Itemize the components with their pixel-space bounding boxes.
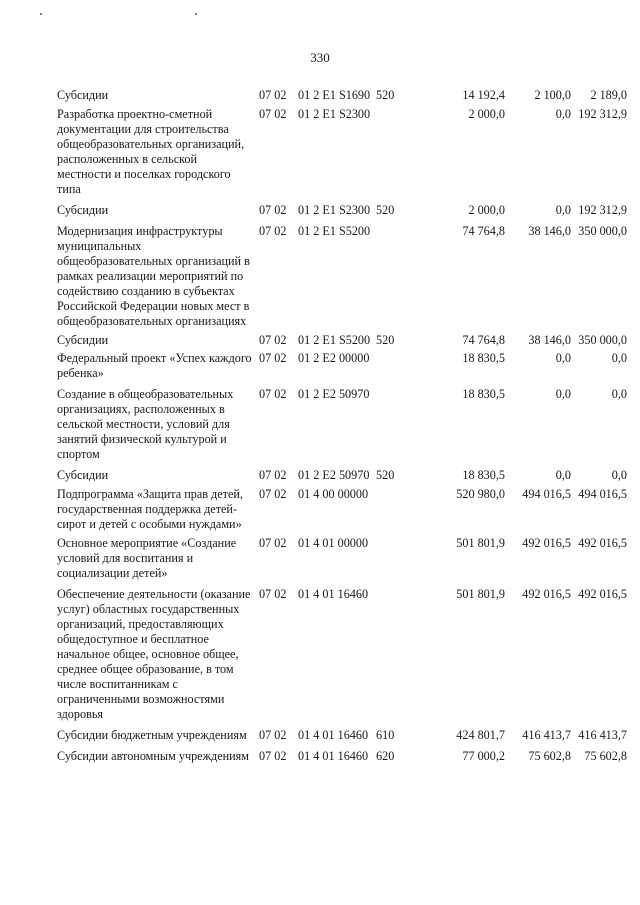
table-row: [57, 468, 627, 483]
target-item-code: 01 4 01 00000: [298, 536, 369, 550]
amount-year-3: 0,0: [611, 351, 627, 365]
section-code: 07 02: [259, 107, 287, 121]
amount-year-3: 416 413,7: [578, 728, 627, 742]
section-code: 07 02: [259, 536, 287, 550]
table-row: [57, 387, 627, 462]
amount-year-1: 501 801,9: [456, 587, 505, 601]
amount-year-2: 0,0: [555, 203, 571, 217]
table-row: [57, 107, 627, 197]
target-item-code: 01 2 Е2 50970: [298, 468, 370, 482]
table-row: [57, 88, 627, 103]
amount-year-1: 77 000,2: [462, 749, 505, 763]
target-item-code: 01 4 00 00000: [298, 487, 369, 501]
amount-year-2: 2 100,0: [534, 88, 571, 102]
row-name: Субсидии: [57, 88, 109, 102]
row-name: Обеспечение деятельности (оказание услуг) областных государственных организаций, предоставляющих общедоступное и бесплатное начальное общее, основное общее, среднее общее образование, в том числе воспитанникам с ограниченными возможностями здоровья: [57, 587, 251, 721]
amount-year-1: 14 192,4: [462, 88, 505, 102]
expense-type-code: 520: [376, 203, 395, 217]
target-item-code: 01 2 Е1 S5200: [298, 333, 371, 347]
table-row: [57, 749, 627, 764]
target-item-code: 01 2 Е1 S2300: [298, 203, 371, 217]
row-name: Модернизация инфраструктуры муниципальных общеобразовательных организаций в рамках реализации мероприятий по содействию созданию в субъектах Российской Федерации новых мест в общеобразовательных организациях: [57, 224, 250, 328]
table-row: [57, 487, 627, 532]
row-name: Субсидии: [57, 468, 109, 482]
target-item-code: 01 4 01 16460: [298, 728, 369, 742]
amount-year-3: 0,0: [611, 468, 627, 482]
table-row: [57, 203, 627, 218]
budget-table: [57, 88, 627, 764]
expense-type-code: 520: [376, 333, 395, 347]
target-item-code: 01 2 Е2 50970: [298, 387, 370, 401]
section-code: 07 02: [259, 203, 287, 217]
amount-year-1: 501 801,9: [456, 536, 505, 550]
expense-type-code: 610: [376, 728, 395, 742]
amount-year-3: 494 016,5: [578, 487, 627, 501]
table-row: [57, 536, 627, 581]
target-item-code: 01 2 Е1 S2300: [298, 107, 371, 121]
scan-speck: [40, 13, 42, 15]
amount-year-1: 74 764,8: [462, 224, 505, 238]
section-code: 07 02: [259, 749, 287, 763]
row-name: Создание в общеобразовательных организациях, расположенных в сельской местности, условий для занятий физической культурой и спортом: [57, 387, 234, 461]
row-name: Субсидии автономным учреждениям: [57, 749, 249, 763]
amount-year-3: 492 016,5: [578, 587, 627, 601]
section-code: 07 02: [259, 351, 287, 365]
section-code: 07 02: [259, 487, 287, 501]
target-item-code: 01 2 Е1 S5200: [298, 224, 371, 238]
amount-year-2: 75 602,8: [528, 749, 571, 763]
target-item-code: 01 2 Е2 00000: [298, 351, 370, 365]
table-row: [57, 587, 627, 722]
amount-year-2: 38 146,0: [528, 333, 571, 347]
amount-year-3: 350 000,0: [578, 224, 627, 238]
table-row: [57, 224, 627, 329]
amount-year-1: 2 000,0: [468, 107, 505, 121]
section-code: 07 02: [259, 587, 287, 601]
scan-speck: [195, 13, 197, 15]
section-code: 07 02: [259, 224, 287, 238]
section-code: 07 02: [259, 728, 287, 742]
page-number: 330: [310, 50, 330, 65]
amount-year-2: 494 016,5: [522, 487, 571, 501]
amount-year-1: 18 830,5: [462, 351, 505, 365]
amount-year-1: 2 000,0: [468, 203, 505, 217]
section-code: 07 02: [259, 333, 287, 347]
table-row: [57, 728, 627, 743]
amount-year-3: 75 602,8: [584, 749, 627, 763]
amount-year-3: 192 312,9: [578, 203, 627, 217]
expense-type-code: 620: [376, 749, 395, 763]
row-name: Субсидии: [57, 333, 109, 347]
amount-year-2: 0,0: [555, 107, 571, 121]
table-row: [57, 333, 627, 348]
amount-year-3: 192 312,9: [578, 107, 627, 121]
amount-year-3: 0,0: [611, 387, 627, 401]
row-name: Субсидии: [57, 203, 109, 217]
amount-year-3: 2 189,0: [590, 88, 627, 102]
amount-year-2: 492 016,5: [522, 587, 571, 601]
target-item-code: 01 4 01 16460: [298, 587, 369, 601]
amount-year-2: 0,0: [555, 468, 571, 482]
amount-year-2: 416 413,7: [522, 728, 571, 742]
amount-year-1: 424 801,7: [456, 728, 505, 742]
row-name: Федеральный проект «Успех каждого ребенка»: [57, 351, 252, 380]
amount-year-1: 18 830,5: [462, 387, 505, 401]
row-name: Разработка проектно-сметной документации для строительства общеобразовательных организаций, расположенных в сельской местности и поселках городского типа: [57, 107, 245, 196]
amount-year-2: 0,0: [555, 351, 571, 365]
target-item-code: 01 4 01 16460: [298, 749, 369, 763]
amount-year-3: 350 000,0: [578, 333, 627, 347]
section-code: 07 02: [259, 387, 287, 401]
amount-year-1: 520 980,0: [456, 487, 505, 501]
section-code: 07 02: [259, 88, 287, 102]
amount-year-1: 74 764,8: [462, 333, 505, 347]
row-name: Основное мероприятие «Создание условий для воспитания и социализации детей»: [57, 536, 237, 580]
row-name: Подпрограмма «Защита прав детей, государственная поддержка детей-сирот и детей с особыми нуждами»: [57, 487, 243, 531]
amount-year-2: 0,0: [555, 387, 571, 401]
table-row: [57, 351, 627, 381]
amount-year-2: 38 146,0: [528, 224, 571, 238]
amount-year-3: 492 016,5: [578, 536, 627, 550]
row-name: Субсидии бюджетным учреждениям: [57, 728, 247, 742]
amount-year-2: 492 016,5: [522, 536, 571, 550]
section-code: 07 02: [259, 468, 287, 482]
expense-type-code: 520: [376, 88, 395, 102]
target-item-code: 01 2 Е1 S1690: [298, 88, 371, 102]
expense-type-code: 520: [376, 468, 395, 482]
amount-year-1: 18 830,5: [462, 468, 505, 482]
